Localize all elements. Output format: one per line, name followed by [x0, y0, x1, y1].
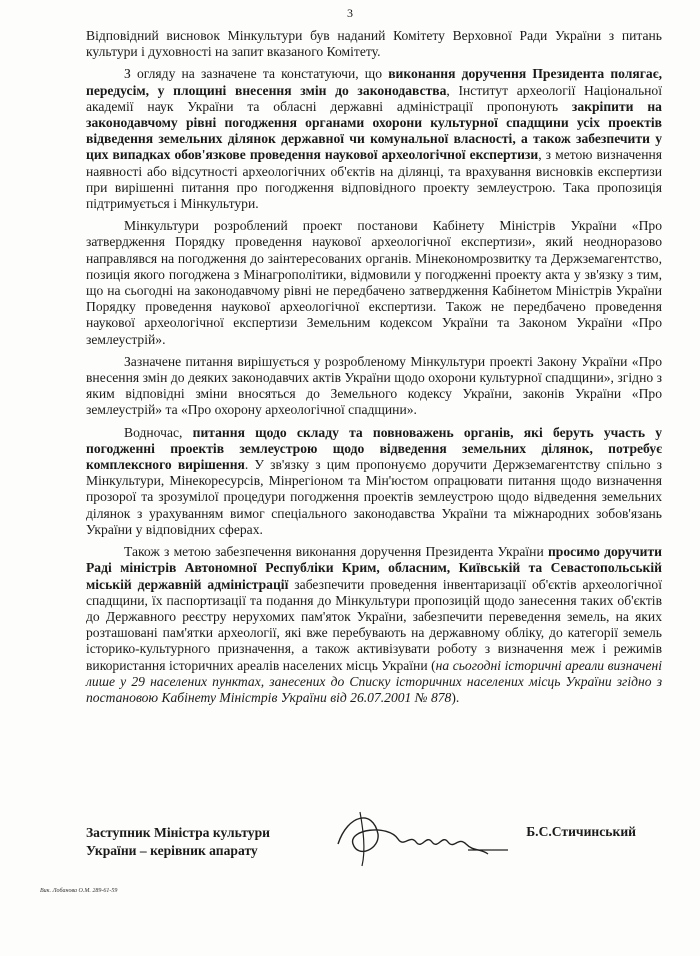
- paragraph: [86, 354, 662, 419]
- text-run: забезпечити проведення інвентаризації об'єктів археологічної спадщини, їх паспортизації та подання до Мінкультури пропозицій щодо занесення таких об'єктів до Державного реєстру нерухомих пам'яток України, забезпечити переведення земель, на яких розташовані пам'ятки археології, які вже перебувають на державному обліку, до категорії земель історико-культурного призначення, а також активізувати роботу з визначення меж і режимів використання історичних ареалів населених місць України (: [86, 576, 663, 673]
- signatory-name: Б.С.Стичинський: [526, 824, 636, 839]
- signatory-position-line1: Заступник Міністра культури: [86, 825, 270, 840]
- bold-text: виконання доручення Президента полягає, передусім, у площині внесення змін до законодавства: [86, 66, 662, 98]
- paragraph: [86, 218, 662, 348]
- text-run: Також з метою забезпечення виконання доручення Президента України: [124, 544, 548, 560]
- italic-text: на сьогодні історичні ареали визначені лише у 29 населених пунктах, занесених до Списку історичних населених місць України згідно з постановою Кабінету Міністрів України від 26.07.2001 № 878: [86, 657, 662, 705]
- text-run: , з метою визначення наявності або відсутності археологічних об'єктів на ділянці, та врахування висновків експертизи при вирішенні питання про погодження відповідного проекту землеустрою. Така пропозиція підтримується і Мінкультури.: [86, 147, 663, 212]
- executor-note: Вик. Лобанова О.М. 289-61-59: [40, 888, 118, 894]
- paragraph: [86, 544, 662, 706]
- paragraph: [86, 28, 662, 60]
- text-run: Водночас,: [124, 424, 193, 440]
- paragraph: [86, 425, 662, 538]
- handwritten-signature: [318, 804, 518, 874]
- bold-text: просимо доручити Раді міністрів Автономної Республіки Крим, обласним, Київській та Севастопольській міській державній адміністрації: [86, 544, 662, 592]
- text-run: ).: [451, 689, 460, 705]
- signatory-position: [86, 824, 316, 860]
- signature-block: [86, 824, 662, 876]
- text-run: Відповідний висновок Мінкультури був наданий Комітету Верховної Ради України з питань культури і духовності на запит вказаного Комітету.: [86, 28, 662, 60]
- document-body: [86, 28, 662, 712]
- text-run: З огляду на зазначене та констатуючи, що: [124, 66, 389, 82]
- text-run: . У зв'язку з цим пропонуємо доручити Держземагентству спільно з Мінкультури, Мінекоресурсів, Мінрегіоном та Мін'юстом опрацювати питання щодо визначення прозорої та зрозумілої процедури погодження проектів землеустрою щодо відведення земельних ділянок з урахуванням вимог спеціального законодавства України та міжнародних зобов'язань України у відповідних сферах.: [86, 457, 663, 537]
- bold-text: питання щодо складу та повноважень органів, які беруть участь у погодженні проектів землеустрою щодо відведення земельних ділянок, потребує комплексного вирішення: [86, 424, 663, 473]
- text-run: Зазначене питання вирішується у розробленому Мінкультури проекті Закону України «Про внесення змін до деяких законодавчих актів України щодо охорони культурної спадщини», згідно з яким відповідні зміни вносяться до Земельного кодексу України, законів України «Про землеустрій» та «Про охорону археологічної спадщини».: [86, 353, 662, 418]
- bold-text: закріпити на законодавчому рівні погодження органами охорони культурної спадщини усіх проектів відведення земельних ділянок державної чи комунальної власності, а також забезпечити у цих випадках обов'язкове проведення наукової археологічної експертизи: [86, 98, 662, 163]
- page-number: 3: [347, 6, 353, 20]
- signatory-position-line2: України – керівник апарату: [86, 843, 258, 858]
- paragraph: [86, 66, 662, 212]
- text-run: , Інститут археології Національної академії наук України та обласні державні адміністрації пропонують: [86, 82, 662, 114]
- text-run: Мінкультури розроблений проект постанови Кабінету Міністрів України «Про затвердження Порядку проведення наукової археологічної експертизи», який неодноразово направлявся на погодження до заінтересованих органів. Мінекономрозвитку та Держземагентство, позиція якого погоджена з Мінагрополітики, відмовили у погодженні проекту акта у зв'язку з тим, що на сьогодні на законодавчому рівні не передбачено затвердження Кабінетом Міністрів України Порядку проведення наукової археологічної експертизи. Також не передбачено проведення наукової археологічної експертизи Земельним кодексом України та Законом України «Про землеустрій».: [86, 218, 662, 347]
